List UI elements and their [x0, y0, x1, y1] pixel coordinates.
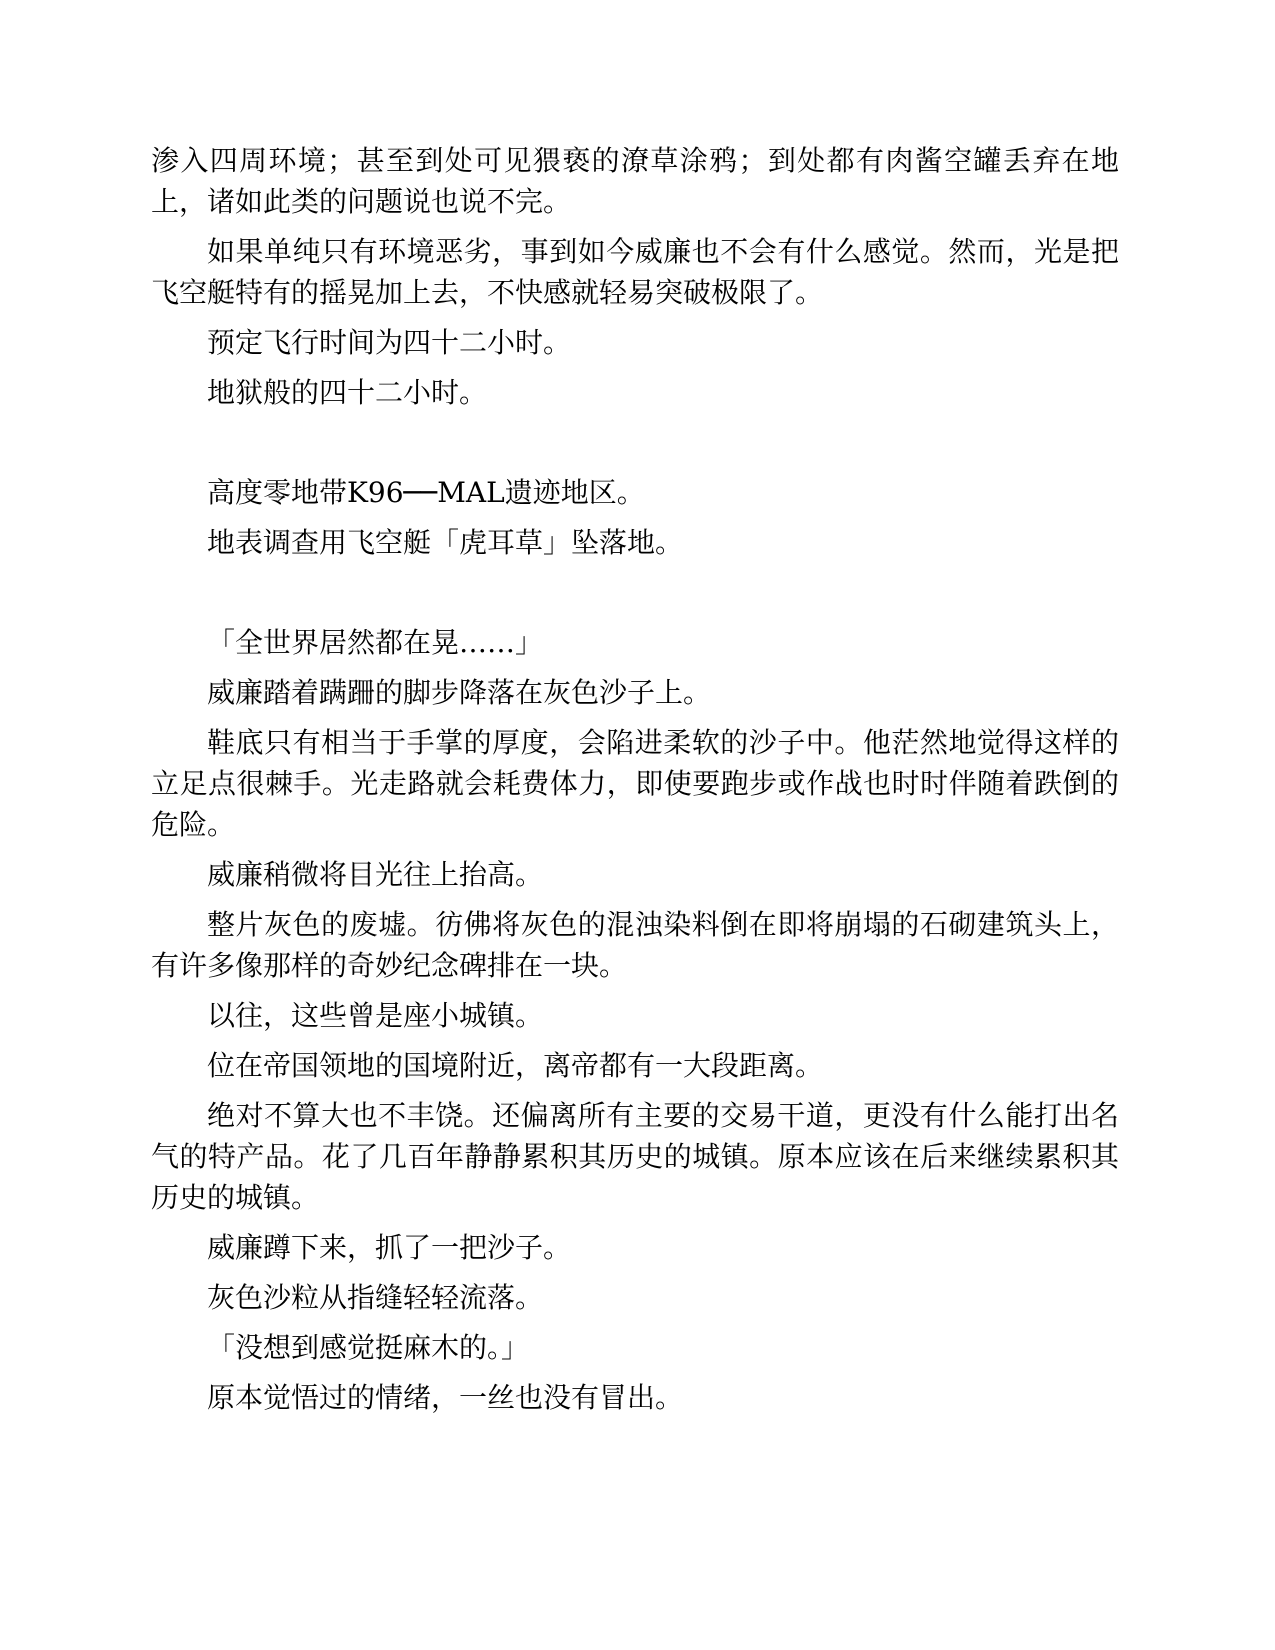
location-line: 地表调查用飞空艇「虎耳草」坠落地。: [207, 526, 684, 559]
paragraph: 鞋底只有相当于手掌的厚度，会陷进柔软的沙子中。他茫然地觉得这样的立足点很棘手。光走路就会耗费体力，即使要跑步或作战也时时伴随着跌倒的危险。: [151, 726, 1119, 841]
dialogue-line: 「没想到感觉挺麻木的。」: [207, 1331, 530, 1364]
paragraph: 整片灰色的废墟。彷佛将灰色的混浊染料倒在即将崩塌的石砌建筑头上，有许多像那样的奇妙纪念碑排在一块。: [151, 908, 1119, 982]
paragraph: 地狱般的四十二小时。: [207, 376, 488, 409]
dialogue-line: 「全世界居然都在晃……」: [207, 626, 544, 659]
paragraph: 以往，这些曾是座小城镇。: [207, 999, 544, 1032]
paragraph: 威廉踏着蹒跚的脚步降落在灰色沙子上。: [207, 676, 712, 709]
paragraph: 威廉稍微将目光往上抬高。: [207, 858, 544, 891]
paragraph: 如果单纯只有环境恶劣，事到如今威廉也不会有什么感觉。然而，光是把飞空艇特有的摇晃加上去，不快感就轻易突破极限了。: [151, 235, 1119, 309]
paragraph: 灰色沙粒从指缝轻轻流落。: [207, 1281, 544, 1314]
paragraph-continued: 渗入四周环境；甚至到处可见猥亵的潦草涂鸦；到处都有肉酱空罐丢弃在地上，诸如此类的问题说也说不完。: [151, 144, 1119, 218]
location-line: 高度零地带K96──MAL遗迹地区。: [207, 476, 645, 509]
blank-line: [151, 572, 1119, 613]
paragraph: 原本觉悟过的情绪，一丝也没有冒出。: [207, 1381, 684, 1414]
paragraph: 威廉蹲下来，抓了一把沙子。: [207, 1231, 572, 1264]
paragraph: 位在帝国领地的国境附近，离帝都有一大段距离。: [207, 1049, 824, 1082]
paragraph: 绝对不算大也不丰饶。还偏离所有主要的交易干道，更没有什么能打出名气的特产品。花了几百年静静累积其历史的城镇。原本应该在后来继续累积其历史的城镇。: [151, 1099, 1119, 1214]
blank-line: [151, 422, 1119, 463]
paragraph: 预定飞行时间为四十二小时。: [207, 326, 572, 359]
document-page: [151, 140, 1119, 1427]
